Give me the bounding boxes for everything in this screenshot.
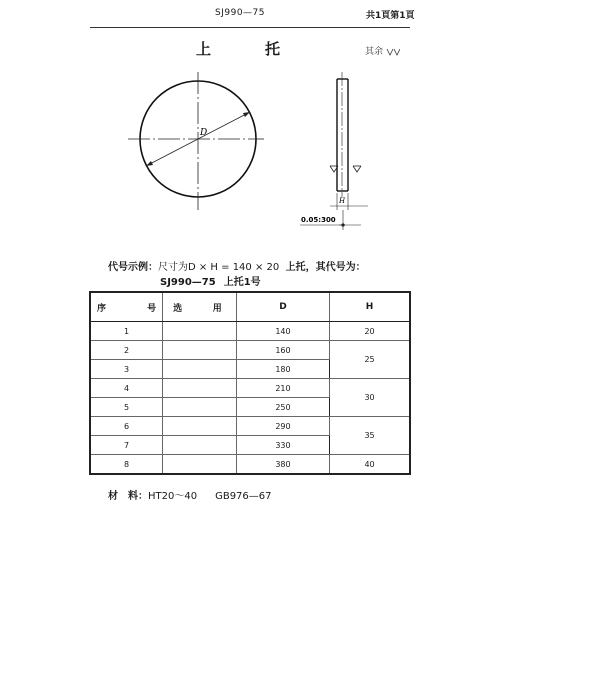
header-sel-a: 选: [173, 303, 183, 314]
row-number: 3: [90, 360, 163, 379]
h-value: 40: [330, 455, 410, 475]
header-seq-b: 号: [147, 303, 157, 314]
header-rule: [90, 27, 410, 28]
d-value: 250: [236, 398, 329, 417]
h-value: 20: [330, 322, 410, 341]
selection-cell: [163, 379, 237, 398]
example-code: SJ990—75: [160, 277, 216, 288]
selection-cell: [163, 417, 237, 436]
table-row: [90, 322, 410, 341]
d-value: 380: [236, 455, 329, 475]
table-header-row: [90, 292, 410, 322]
header-selection: [163, 292, 237, 322]
row-number: 5: [90, 398, 163, 417]
row-number: 6: [90, 417, 163, 436]
example-label: 代号示例：: [108, 262, 158, 273]
header-h: H: [330, 292, 410, 322]
height-label: H: [339, 197, 346, 205]
tolerance-point-icon: [341, 223, 344, 226]
selection-cell: [163, 360, 237, 379]
header-seq-a: 序: [97, 303, 107, 314]
example-item-name: 上托，: [285, 262, 316, 273]
example-line: [108, 258, 366, 273]
technical-drawing: [0, 60, 600, 240]
d-value: 160: [236, 341, 329, 360]
material-standard: GB976—67: [215, 491, 272, 502]
header-seq: [90, 292, 163, 322]
spec-table: [89, 291, 411, 475]
example-suffix: 其代号为：: [315, 262, 366, 273]
diameter-label: D: [200, 128, 208, 138]
d-value: 180: [236, 360, 329, 379]
roughness-mark-icon: [353, 166, 361, 172]
h-value: 25: [330, 341, 410, 379]
example-text: 尺寸为D × H = 140 × 20: [158, 262, 280, 273]
title-char-1: 上: [196, 40, 212, 58]
material-label: 材 料：: [108, 491, 148, 502]
roughness-note: [365, 44, 400, 57]
table-row: [90, 341, 410, 360]
d-value: 210: [236, 379, 329, 398]
d-value: 330: [236, 436, 329, 455]
material-value: HT20～40: [148, 491, 198, 502]
d-value: 290: [236, 417, 329, 436]
header-sel-b: 用: [212, 303, 222, 314]
selection-cell: [163, 341, 237, 360]
h-value: 30: [330, 379, 410, 417]
standard-code: SJ990—75: [215, 8, 265, 18]
d-value: 140: [236, 322, 329, 341]
selection-cell: [163, 455, 237, 475]
material-line: [108, 487, 272, 502]
table-row: [90, 417, 410, 436]
row-number: 7: [90, 436, 163, 455]
dim-arrow-icon: [243, 112, 250, 117]
header-d: D: [236, 292, 329, 322]
selection-cell: [163, 322, 237, 341]
h-value: 35: [330, 417, 410, 455]
tolerance-label: 0.05:300: [301, 216, 336, 224]
example-code-line: [160, 273, 261, 288]
dim-arrow-icon: [146, 161, 153, 166]
table-row: [90, 455, 410, 475]
roughness-text: 其余: [365, 47, 384, 57]
selection-cell: [163, 436, 237, 455]
row-number: 1: [90, 322, 163, 341]
roughness-symbol-icon: [386, 48, 400, 56]
selection-cell: [163, 398, 237, 417]
example-code-label: 上托1号: [223, 277, 261, 288]
table-row: [90, 379, 410, 398]
row-number: 2: [90, 341, 163, 360]
page-info: 共1頁第1頁: [366, 11, 415, 21]
title-char-2: 托: [265, 40, 281, 58]
row-number: 8: [90, 455, 163, 475]
row-number: 4: [90, 379, 163, 398]
